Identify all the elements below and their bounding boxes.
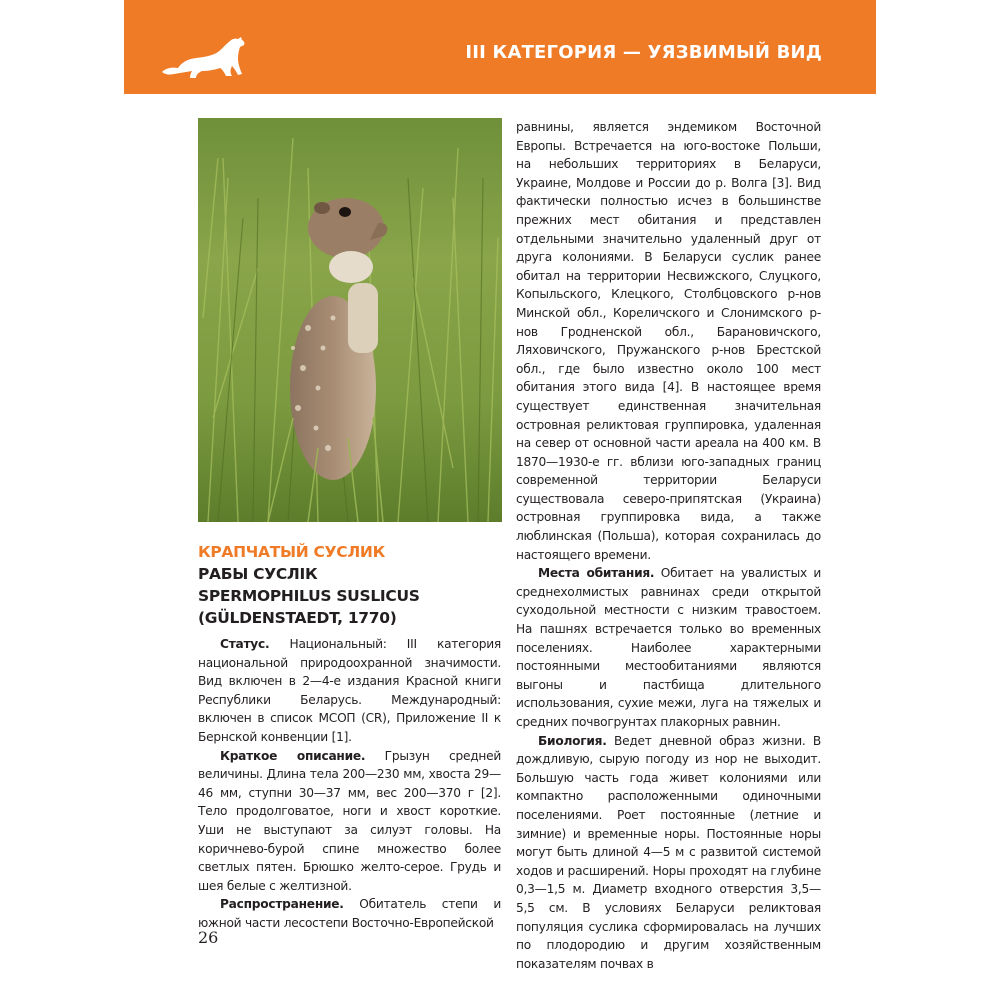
species-name-by: РАБЫ СУСЛІК <box>198 565 318 583</box>
habitat-paragraph <box>516 564 821 731</box>
distribution-paragraph <box>198 895 501 932</box>
species-author: (GÜLDENSTAEDT, 1770) <box>198 609 397 627</box>
text-column-left <box>198 635 501 933</box>
status-label: Статус. <box>220 637 270 651</box>
category-title: III КАТЕГОРИЯ — УЯЗВИМЫЙ ВИД <box>465 42 822 63</box>
habitat-text: Обитает на увалистых и среднехолмистых равнинах среди открытой суходольной местности с низким травостоем. На пашнях встречается только во временных поселениях. Наиболее характерными постоянными местообитаниями являются выгоны и пастбища длительного использования, сухие межи, луга на тяжелых и средних почвогрунтах плакорных равнин. <box>516 566 821 729</box>
species-photo <box>198 118 502 522</box>
status-paragraph <box>198 635 501 747</box>
ground-squirrel-photo <box>198 118 502 522</box>
habitat-label: Места обитания. <box>538 566 655 581</box>
biology-text: Ведет дневной образ жизни. В дождливую, сырую погоду из нор не выходит. Большую часть года живет колониями или компактно расположенными одиночными поселениями. Роет постоянные (летние и зимние) и временные норы. Постоянные норы могут быть длиной 4—5 м с развитой системой ходов и расширений. Норы проходят на глубине 0,3—1,5 м. Диаметр входного отверстия 3,5—5,5 см. В условиях Беларуси реликтовая популяция суслика сформировалась на лучших по плодородию и другим хозяйственным показателям почвах в <box>516 733 821 971</box>
text-column-right <box>516 118 821 973</box>
distribution-label: Распространение. <box>220 897 344 912</box>
description-label: Краткое описание. <box>220 748 366 763</box>
status-text: Национальный: III категория национальной природоохранной значимости. Вид включен в 2—4-е издания Красной книги Республики Беларусь. Международный: включен в список МСОП (CR), Приложение II к Бернской конвенции [1]. <box>198 637 501 744</box>
ermine-silhouette-icon <box>160 28 246 80</box>
species-name-latin: SPERMOPHILUS SUSLICUS <box>198 587 420 605</box>
species-name-ru: КРАПЧАТЫЙ СУСЛИК <box>198 543 385 561</box>
biology-label: Биология. <box>538 733 607 748</box>
category-header <box>124 0 876 94</box>
page-number: 26 <box>198 928 219 947</box>
biology-paragraph <box>516 732 821 974</box>
description-text: Грызун средней величины. Длина тела 200—230 мм, хвоста 29—46 мм, ступни 30—37 мм, вес 200—370 г [2]. Тело продолговатое, ноги и хвост короткие. Уши не выступают за силуэт головы. На коричнево-бурой спине множество более светлых пятен. Брюшко желто-серое. Грудь и шея белые с желтизной. <box>198 748 502 893</box>
distribution-text-start: Обитатель степи и южной части лесостепи Восточно-Европейской <box>198 897 501 930</box>
description-paragraph <box>198 747 501 896</box>
distribution-continued: равнины, является эндемиком Восточной Европы. Встречается на юго-востоке Польши, на небольших территориях в Беларуси, Украине, Молдове и России до р. Волга [3]. Вид фактически полностью исчез в большинстве прежних мест обитания и представлен отдельными значительно удаленный друг от друга колониями. В Беларуси суслик ранее обитал на территории Несвижского, Слуцкого, Копыльского, Клецкого, Столбцовского р-нов Минской обл., Кореличского и Слонимского р-нов Гродненской обл., Барановичского, Ляховичского, Пружанского р-нов Брестской обл., где было известно около 100 мест обитания этого вида [4]. В настоящее время существует единственная значительная островная реликтовая группировка, удаленная на север от основной части ареала на 400 км. В 1870—1930-е гг. вблизи юго-западных границ современной территории Беларуси существовала северо-припятская (Украина) островная группировка вида, а также люблинская (Польша), которая сохранилась до настоящего времени. <box>516 120 821 562</box>
species-titles <box>198 541 502 629</box>
